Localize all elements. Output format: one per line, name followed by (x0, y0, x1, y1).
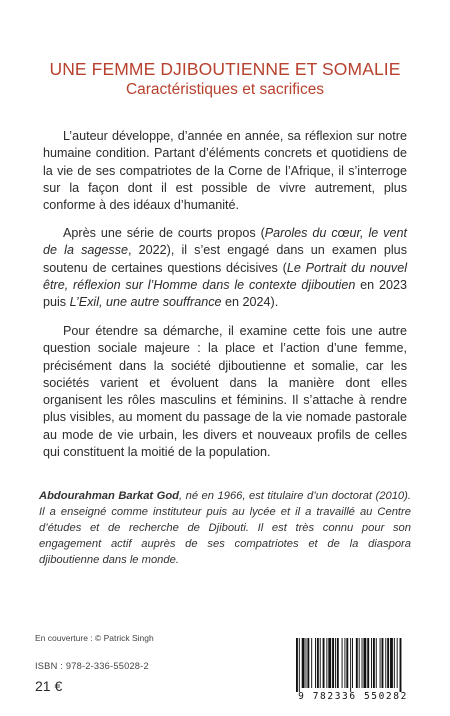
barcode-bar (296, 638, 298, 692)
book-subtitle: Caractéristiques et sacrifices (125, 81, 325, 98)
p2-title-1: Paroles du cœur, le vent de la sagesse (43, 226, 407, 258)
barcode-bar (350, 638, 351, 692)
barcode-bar (306, 638, 307, 688)
barcode-bar (376, 638, 377, 688)
p2-text-3: en 2023 puis (43, 277, 408, 310)
book-title: UNE FEMME DJIBOUTIENNE ET SOMALIE (49, 59, 401, 79)
barcode-bar (400, 638, 402, 692)
paragraph-2 (43, 225, 407, 311)
barcode-bar (346, 638, 348, 688)
barcode-bar (356, 638, 358, 688)
barcode-bar (363, 638, 366, 688)
barcode-bar (371, 638, 372, 688)
barcode-bar (335, 638, 336, 688)
barcode-bars-icon (288, 636, 418, 692)
barcode-bar (397, 638, 398, 688)
barcode-bar (328, 638, 331, 688)
barcode-bar (302, 638, 305, 688)
barcode-bar (323, 638, 325, 688)
barcode-bar (394, 638, 395, 688)
p2-title-2: Le Portrait du nouvel être, réflexion sur l’Homme dans le contexte djiboutien (43, 260, 407, 292)
barcode-bar (352, 638, 353, 688)
barcode-bar (385, 638, 386, 688)
barcode (288, 636, 418, 706)
barcode-bar (359, 638, 360, 688)
isbn: ISBN : 978-2-336-55028-2 (35, 661, 149, 671)
barcode-bar (337, 638, 339, 688)
barcode-bar (362, 638, 363, 688)
barcode-bar (367, 638, 369, 688)
author-name: Abdourahman Barkat God (39, 490, 180, 502)
author-bio (39, 489, 411, 569)
barcode-bar (387, 638, 389, 688)
p2-text-1: Après une série de courts propos ( (63, 226, 265, 240)
title-block (0, 58, 450, 100)
p2-text-4: en 2024). (221, 295, 279, 310)
barcode-bar (315, 638, 316, 688)
paragraph-1: L’auteur développe, d’année en année, sa réflexion sur notre humaine condition. Partant d’éléments concrets et quotidiens de la vie de ses compatriotes de la Corne de l’Afrique, il s’interroge sur la façon dont il est possible de vivre autrement, plus conforme à des idéaux d’humanité. (43, 129, 407, 213)
barcode-bar (311, 638, 312, 688)
cover-credit: En couverture : © Patrick Singh (35, 633, 154, 643)
author-bio-text: , né en 1966, est titulaire d’un doctorat (2010). Il a enseigné comme instituteur puis au lycée et il a travaillé au Centre d’études et de recherche de Djibouti. Il est très connu pour son engagement actif auprès de ses compatriotes et de la diaspora djiboutienne dans le monde. (39, 490, 411, 566)
barcode-bar (373, 638, 375, 688)
barcode-bar (307, 638, 309, 688)
barcode-bar (317, 638, 319, 688)
barcode-bar (326, 638, 327, 688)
barcode-bar (342, 638, 343, 688)
p2-text-2: , 2022), il s’est engagé dans un examen plus soutenu de certaines questions décisives ( (43, 243, 407, 275)
paragraph-3: Pour étendre sa démarche, il examine cette fois une autre question sociale majeure : la place et l’action d’une femme, précisément dans la société djiboutienne et somalie, car les sociétés varient et évoluent dans la manière dont elles organisent les rôles masculins et féminins. Il s’attache à rendre plus visibles, au moment du passage de la vie nomade pastorale au mode de vie urbain, les divers et nouveaux profils de celles qui constituent la moitié de la population. (43, 324, 407, 460)
price: 21 € (35, 678, 63, 694)
barcode-bar (382, 638, 384, 688)
barcode-bar (332, 638, 334, 688)
barcode-digits: 9 782336 550282 (298, 691, 408, 702)
barcode-bar (299, 638, 300, 692)
p2-title-3: L’Exil, une autre souffrance (69, 295, 222, 310)
barcode-bar (320, 638, 321, 688)
barcode-bar (344, 638, 345, 688)
barcode-bar (380, 638, 381, 688)
barcode-bar (390, 638, 393, 688)
